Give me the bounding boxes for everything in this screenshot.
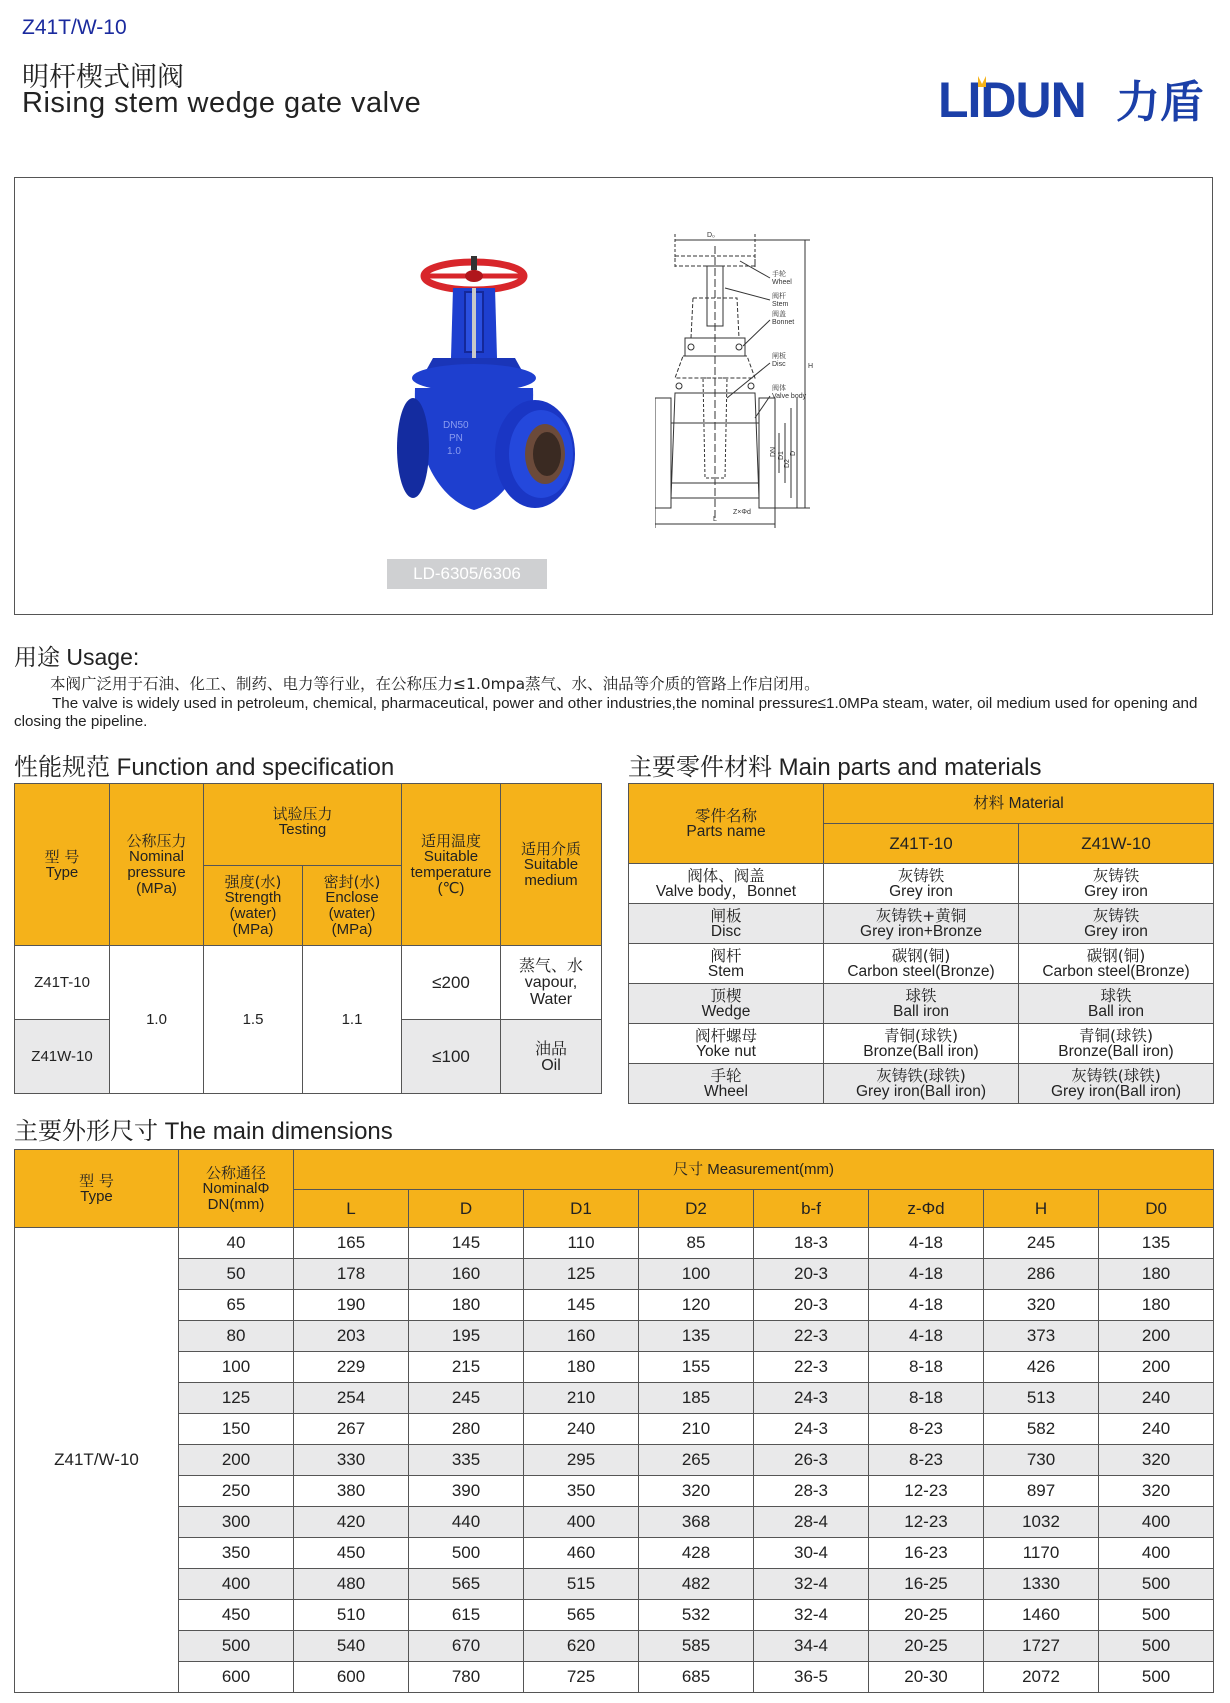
header-col-d0: D0 — [1099, 1190, 1214, 1228]
dim-cell: 8-18 — [869, 1352, 984, 1383]
dn-cell: 125 — [179, 1383, 294, 1414]
dim-cell: 254 — [294, 1383, 409, 1414]
dim-cell: 85 — [639, 1228, 754, 1259]
diagram-label-wheel: Wheel — [772, 279, 792, 286]
header-testing: 试验压力 Testing — [204, 784, 402, 866]
logo-cn: 力盾 — [1116, 77, 1204, 128]
table-row — [15, 1228, 1214, 1259]
diagram-label-disc: Disc — [772, 361, 786, 368]
row-medium: 油品 Oil — [501, 1020, 602, 1094]
part-material-t: 灰铸铁(球铁) Grey iron(Ball iron) — [824, 1064, 1019, 1104]
part-material-t: 碳钢(铜) Carbon steel(Bronze) — [824, 944, 1019, 984]
diagram-label-dn: DN — [770, 446, 777, 457]
table-row — [15, 1321, 1214, 1352]
part-material-w: 灰铸铁(球铁) Grey iron(Ball iron) — [1019, 1064, 1214, 1104]
dn-cell: 300 — [179, 1507, 294, 1538]
dim-cell: 210 — [524, 1383, 639, 1414]
dim-cell: 26-3 — [754, 1445, 869, 1476]
diagram-label-l: L — [713, 516, 717, 523]
dim-cell: 1727 — [984, 1631, 1099, 1662]
dim-cell: 670 — [409, 1631, 524, 1662]
table-row — [15, 1445, 1214, 1476]
dim-cell: 500 — [1099, 1662, 1214, 1693]
dim-cell: 267 — [294, 1414, 409, 1445]
part-name: 闸板 Disc — [629, 904, 824, 944]
header-parts-name: 零件名称 Parts name — [629, 784, 824, 864]
dim-cell: 210 — [639, 1414, 754, 1445]
table-row — [15, 1259, 1214, 1290]
valve-marking-value: 1.0 — [447, 446, 461, 457]
header-col-d2: D2 — [639, 1190, 754, 1228]
parts-materials-table — [628, 783, 1214, 1104]
dim-cell: 200 — [1099, 1352, 1214, 1383]
table-row — [15, 1290, 1214, 1321]
dim-cell: 540 — [294, 1631, 409, 1662]
dim-cell: 135 — [639, 1321, 754, 1352]
dim-cell: 215 — [409, 1352, 524, 1383]
dn-cell: 400 — [179, 1569, 294, 1600]
dim-cell: 320 — [1099, 1476, 1214, 1507]
dim-cell: 229 — [294, 1352, 409, 1383]
dim-cell: 320 — [984, 1290, 1099, 1321]
dim-cell: 190 — [294, 1290, 409, 1321]
nominal-value: 1.0 — [110, 946, 204, 1094]
model-code: Z41T/W-10 — [22, 16, 127, 39]
valve-technical-diagram — [655, 228, 855, 538]
dn-cell: 80 — [179, 1321, 294, 1352]
row-medium: 蒸气、水 vapour, Water — [501, 946, 602, 1020]
dn-cell: 200 — [179, 1445, 294, 1476]
dim-cell: 145 — [524, 1290, 639, 1321]
header-z41w: Z41W-10 — [1019, 824, 1214, 864]
dim-cell: 286 — [984, 1259, 1099, 1290]
header-col-d1: D1 — [524, 1190, 639, 1228]
dim-cell: 12-23 — [869, 1507, 984, 1538]
table-row — [15, 1662, 1214, 1693]
table-row — [15, 1600, 1214, 1631]
dim-cell: 245 — [409, 1383, 524, 1414]
row-type: Z41W-10 — [15, 1020, 110, 1094]
brand-logo — [938, 70, 1214, 130]
dim-cell: 180 — [409, 1290, 524, 1321]
dim-cell: 450 — [294, 1538, 409, 1569]
header-z41t: Z41T-10 — [824, 824, 1019, 864]
dim-cell: 32-4 — [754, 1600, 869, 1631]
diagram-label-wheel-cn: 手轮 — [772, 271, 786, 278]
row-temp: ≤100 — [402, 1020, 501, 1094]
dim-cell: 8-23 — [869, 1445, 984, 1476]
dim-cell: 368 — [639, 1507, 754, 1538]
title-cn: 明杆楔式闸阀 — [22, 62, 184, 93]
dim-cell: 500 — [409, 1538, 524, 1569]
parts-materials-title: 主要零件材料 Main parts and materials — [628, 754, 1042, 781]
dim-cell: 685 — [639, 1662, 754, 1693]
header-nominal-pressure: 公称压力 Nominal pressure (MPa) — [110, 784, 204, 946]
dim-cell: 513 — [984, 1383, 1099, 1414]
header-dn: 公称通径 NominalΦ DN(mm) — [179, 1150, 294, 1228]
dim-cell: 1460 — [984, 1600, 1099, 1631]
dim-cell: 180 — [1099, 1259, 1214, 1290]
row-type: Z41T-10 — [15, 946, 110, 1020]
dn-cell: 100 — [179, 1352, 294, 1383]
dim-cell: 440 — [409, 1507, 524, 1538]
dim-cell: 4-18 — [869, 1290, 984, 1321]
dim-cell: 390 — [409, 1476, 524, 1507]
part-material-w: 青铜(球铁) Bronze(Ball iron) — [1019, 1024, 1214, 1064]
strength-value: 1.5 — [204, 946, 303, 1094]
dim-cell: 380 — [294, 1476, 409, 1507]
diagram-label-d: D — [790, 450, 797, 456]
diagram-label-stem-cn: 阀杆 — [772, 293, 786, 300]
dim-cell: 565 — [409, 1569, 524, 1600]
diagram-label-bonnet: Bonnet — [772, 319, 795, 326]
dim-cell: 180 — [1099, 1290, 1214, 1321]
header-material: 材料 Material — [824, 784, 1214, 824]
dim-cell: 2072 — [984, 1662, 1099, 1693]
dim-cell: 420 — [294, 1507, 409, 1538]
diagram-label-d1: D1 — [778, 451, 785, 460]
dim-cell: 780 — [409, 1662, 524, 1693]
dim-cell: 110 — [524, 1228, 639, 1259]
dim-cell: 160 — [409, 1259, 524, 1290]
diagram-label-d0: D₀ — [707, 232, 715, 239]
dn-cell: 40 — [179, 1228, 294, 1259]
header-medium: 适用介质 Suitable medium — [501, 784, 602, 946]
table-row — [15, 1631, 1214, 1662]
header-strength: 强度(水) Strength (water) (MPa) — [204, 866, 303, 946]
dn-cell: 500 — [179, 1631, 294, 1662]
table-row — [15, 1352, 1214, 1383]
dim-cell: 165 — [294, 1228, 409, 1259]
dim-cell: 20-25 — [869, 1600, 984, 1631]
valve-photo — [385, 248, 585, 538]
dim-cell: 615 — [409, 1600, 524, 1631]
dim-cell: 1032 — [984, 1507, 1099, 1538]
dim-cell: 515 — [524, 1569, 639, 1600]
dim-cell: 203 — [294, 1321, 409, 1352]
dim-cell: 240 — [1099, 1414, 1214, 1445]
header-measurement: 尺寸 Measurement(mm) — [294, 1150, 1214, 1190]
diagram-label-bonnet-cn: 阀盖 — [772, 311, 786, 318]
dim-cell: 320 — [1099, 1445, 1214, 1476]
dim-cell: 16-25 — [869, 1569, 984, 1600]
dn-cell: 65 — [179, 1290, 294, 1321]
dim-cell: 22-3 — [754, 1321, 869, 1352]
dim-cell: 160 — [524, 1321, 639, 1352]
dim-cell: 24-3 — [754, 1414, 869, 1445]
dim-cell: 20-25 — [869, 1631, 984, 1662]
logo-text: LIDUN — [938, 72, 1086, 128]
usage-text-en: The valve is widely used in petroleum, chemical, pharmaceutical, power and other industries,the nominal pressure≤1.0MPa steam, water, oil medium used for opening and closing the pipeline. — [14, 695, 1198, 730]
dim-cell: 480 — [294, 1569, 409, 1600]
dim-cell: 428 — [639, 1538, 754, 1569]
dim-cell: 320 — [639, 1476, 754, 1507]
diagram-label-body-cn: 阀体 — [772, 385, 786, 392]
diagram-label-d2: D2 — [784, 459, 791, 468]
header-col-bf: b-f — [754, 1190, 869, 1228]
dim-cell: 155 — [639, 1352, 754, 1383]
dim-cell: 600 — [294, 1662, 409, 1693]
part-name: 手轮 Wheel — [629, 1064, 824, 1104]
dim-cell: 178 — [294, 1259, 409, 1290]
dim-cell: 16-23 — [869, 1538, 984, 1569]
valve-marking-dn: DN50 — [443, 420, 469, 431]
main-dimensions-title: 主要外形尺寸 The main dimensions — [14, 1118, 393, 1145]
dn-cell: 250 — [179, 1476, 294, 1507]
dim-cell: 100 — [639, 1259, 754, 1290]
function-spec-table — [14, 783, 602, 1094]
dim-cell: 730 — [984, 1445, 1099, 1476]
product-image-frame — [14, 177, 1213, 615]
dim-cell: 400 — [524, 1507, 639, 1538]
diagram-label-disc-cn: 闸板 — [772, 353, 786, 360]
part-material-w: 灰铸铁 Grey iron — [1019, 864, 1214, 904]
dim-cell: 897 — [984, 1476, 1099, 1507]
dim-cell: 36-5 — [754, 1662, 869, 1693]
dim-cell: 20-3 — [754, 1259, 869, 1290]
function-spec-title: 性能规范 Function and specification — [14, 754, 395, 781]
dim-cell: 4-18 — [869, 1259, 984, 1290]
model-tag: LD-6305/6306 — [387, 559, 547, 589]
dims-type: Z41T/W-10 — [15, 1228, 179, 1693]
dim-cell: 145 — [409, 1228, 524, 1259]
part-material-w: 球铁 Ball iron — [1019, 984, 1214, 1024]
header-col-zd: z-Φd — [869, 1190, 984, 1228]
dim-cell: 1170 — [984, 1538, 1099, 1569]
dim-cell: 510 — [294, 1600, 409, 1631]
header-type: 型 号 Type — [15, 1150, 179, 1228]
title-en: Rising stem wedge gate valve — [22, 87, 422, 119]
header-temperature: 适用温度 Suitable temperature (℃) — [402, 784, 501, 946]
dim-cell: 350 — [524, 1476, 639, 1507]
usage-title: 用途 Usage: — [14, 644, 140, 670]
dim-cell: 20-3 — [754, 1290, 869, 1321]
dim-cell: 500 — [1099, 1569, 1214, 1600]
table-row — [15, 1569, 1214, 1600]
diagram-label-body: Valve body — [772, 393, 807, 400]
header-col-d: D — [409, 1190, 524, 1228]
dim-cell: 8-18 — [869, 1383, 984, 1414]
dn-cell: 600 — [179, 1662, 294, 1693]
dim-cell: 32-4 — [754, 1569, 869, 1600]
dim-cell: 482 — [639, 1569, 754, 1600]
dim-cell: 330 — [294, 1445, 409, 1476]
dn-cell: 50 — [179, 1259, 294, 1290]
dim-cell: 125 — [524, 1259, 639, 1290]
diagram-label-zd: Z×Φd — [733, 509, 751, 516]
dim-cell: 585 — [639, 1631, 754, 1662]
dim-cell: 565 — [524, 1600, 639, 1631]
dim-cell: 28-4 — [754, 1507, 869, 1538]
dim-cell: 582 — [984, 1414, 1099, 1445]
dim-cell: 265 — [639, 1445, 754, 1476]
dim-cell: 4-18 — [869, 1228, 984, 1259]
dim-cell: 240 — [524, 1414, 639, 1445]
dim-cell: 500 — [1099, 1631, 1214, 1662]
row-temp: ≤200 — [402, 946, 501, 1020]
dim-cell: 8-23 — [869, 1414, 984, 1445]
part-material-w: 灰铸铁 Grey iron — [1019, 904, 1214, 944]
usage-text-cn: 本阀广泛用于石油、化工、制药、电力等行业，在公称压力≤1.0mpa蒸气、水、油品等介质的管路上作启闭用。 — [50, 675, 820, 693]
dim-cell: 1330 — [984, 1569, 1099, 1600]
part-material-w: 碳钢(铜) Carbon steel(Bronze) — [1019, 944, 1214, 984]
part-name: 顶楔 Wedge — [629, 984, 824, 1024]
part-material-t: 球铁 Ball iron — [824, 984, 1019, 1024]
header-type: 型 号 Type — [15, 784, 110, 946]
part-name: 阀杆螺母 Yoke nut — [629, 1024, 824, 1064]
diagram-label-stem: Stem — [772, 301, 789, 308]
part-name: 阀杆 Stem — [629, 944, 824, 984]
dim-cell: 460 — [524, 1538, 639, 1569]
dim-cell: 30-4 — [754, 1538, 869, 1569]
dim-cell: 120 — [639, 1290, 754, 1321]
dim-cell: 240 — [1099, 1383, 1214, 1414]
table-row — [15, 1507, 1214, 1538]
dim-cell: 135 — [1099, 1228, 1214, 1259]
dn-cell: 350 — [179, 1538, 294, 1569]
dim-cell: 245 — [984, 1228, 1099, 1259]
header-col-l: L — [294, 1190, 409, 1228]
dim-cell: 180 — [524, 1352, 639, 1383]
table-row — [15, 1538, 1214, 1569]
table-row — [15, 1414, 1214, 1445]
dim-cell: 18-3 — [754, 1228, 869, 1259]
dim-cell: 185 — [639, 1383, 754, 1414]
table-row — [15, 1476, 1214, 1507]
dim-cell: 34-4 — [754, 1631, 869, 1662]
dim-cell: 400 — [1099, 1507, 1214, 1538]
dim-cell: 12-23 — [869, 1476, 984, 1507]
part-material-t: 灰铸铁+黄铜 Grey iron+Bronze — [824, 904, 1019, 944]
diagram-label-h: H — [808, 363, 814, 370]
dim-cell: 280 — [409, 1414, 524, 1445]
header-col-h: H — [984, 1190, 1099, 1228]
dim-cell: 195 — [409, 1321, 524, 1352]
dim-cell: 28-3 — [754, 1476, 869, 1507]
dim-cell: 22-3 — [754, 1352, 869, 1383]
dim-cell: 400 — [1099, 1538, 1214, 1569]
dim-cell: 335 — [409, 1445, 524, 1476]
table-row — [15, 1383, 1214, 1414]
dim-cell: 426 — [984, 1352, 1099, 1383]
dim-cell: 295 — [524, 1445, 639, 1476]
dn-cell: 150 — [179, 1414, 294, 1445]
part-material-t: 青铜(球铁) Bronze(Ball iron) — [824, 1024, 1019, 1064]
valve-marking-pn: PN — [449, 433, 463, 444]
dim-cell: 24-3 — [754, 1383, 869, 1414]
header-enclose: 密封(水) Enclose (water) (MPa) — [303, 866, 402, 946]
dim-cell: 500 — [1099, 1600, 1214, 1631]
dn-cell: 450 — [179, 1600, 294, 1631]
part-material-t: 灰铸铁 Grey iron — [824, 864, 1019, 904]
dim-cell: 725 — [524, 1662, 639, 1693]
part-name: 阀体、阀盖 Valve body，Bonnet — [629, 864, 824, 904]
dim-cell: 200 — [1099, 1321, 1214, 1352]
main-dimensions-table — [14, 1149, 1214, 1693]
dim-cell: 620 — [524, 1631, 639, 1662]
dim-cell: 4-18 — [869, 1321, 984, 1352]
dim-cell: 373 — [984, 1321, 1099, 1352]
dim-cell: 20-30 — [869, 1662, 984, 1693]
dim-cell: 532 — [639, 1600, 754, 1631]
enclose-value: 1.1 — [303, 946, 402, 1094]
